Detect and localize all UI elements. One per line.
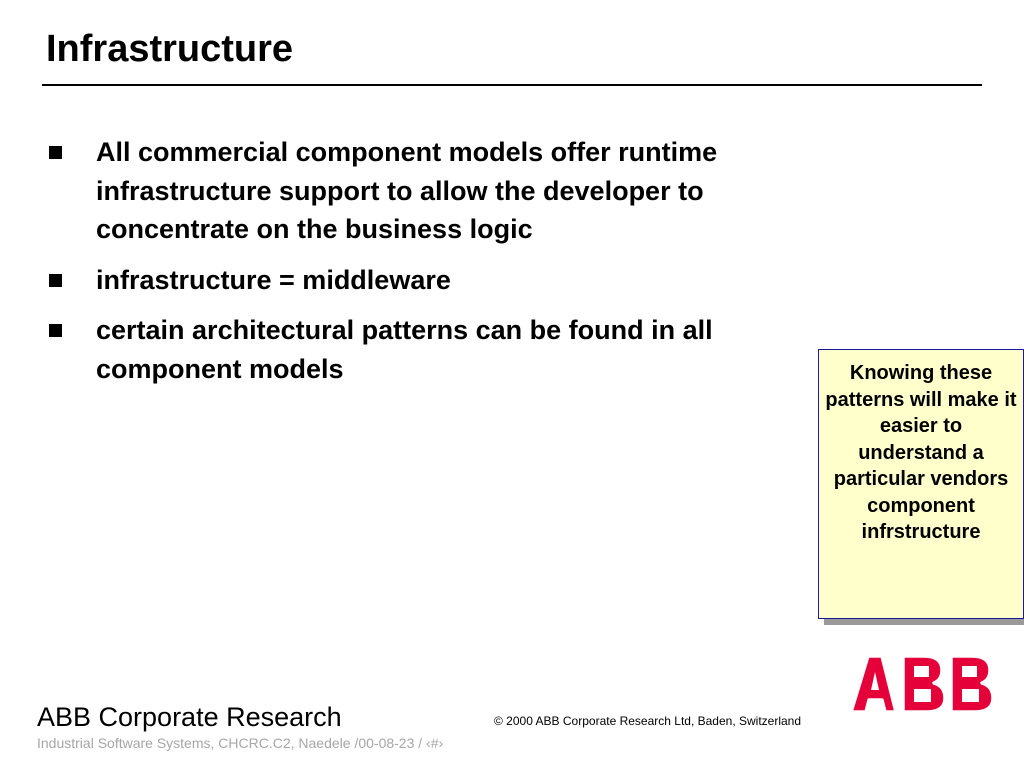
bullet-text: certain architectural patterns can be found in all component models bbox=[96, 315, 713, 384]
abb-logo-icon bbox=[848, 652, 998, 716]
bullet-text: infrastructure = middleware bbox=[96, 264, 451, 295]
bullet-item bbox=[0, 311, 900, 388]
bullet-list bbox=[0, 133, 900, 400]
square-bullet-icon bbox=[49, 274, 62, 287]
bullet-item bbox=[0, 261, 900, 300]
square-bullet-icon bbox=[49, 324, 62, 337]
note-callout: Knowing these patterns will make it easier to understand a particular vendors component infrstructure bbox=[818, 349, 1024, 619]
square-bullet-icon bbox=[49, 146, 62, 159]
footer-company: ABB Corporate Research bbox=[37, 702, 342, 732]
footer-subtitle: Industrial Software Systems, CHCRC.C2, Naedele /00-08-23 / ‹#› bbox=[37, 735, 444, 751]
title-divider bbox=[42, 84, 982, 86]
bullet-item bbox=[0, 133, 900, 249]
slide-title: Infrastructure bbox=[46, 28, 294, 70]
footer-copyright: © 2000 ABB Corporate Research Ltd, Baden, Switzerland bbox=[494, 714, 802, 728]
bullet-text: All commercial component models offer runtime infrastructure support to allow the developer to concentrate on the business logic bbox=[96, 137, 718, 244]
